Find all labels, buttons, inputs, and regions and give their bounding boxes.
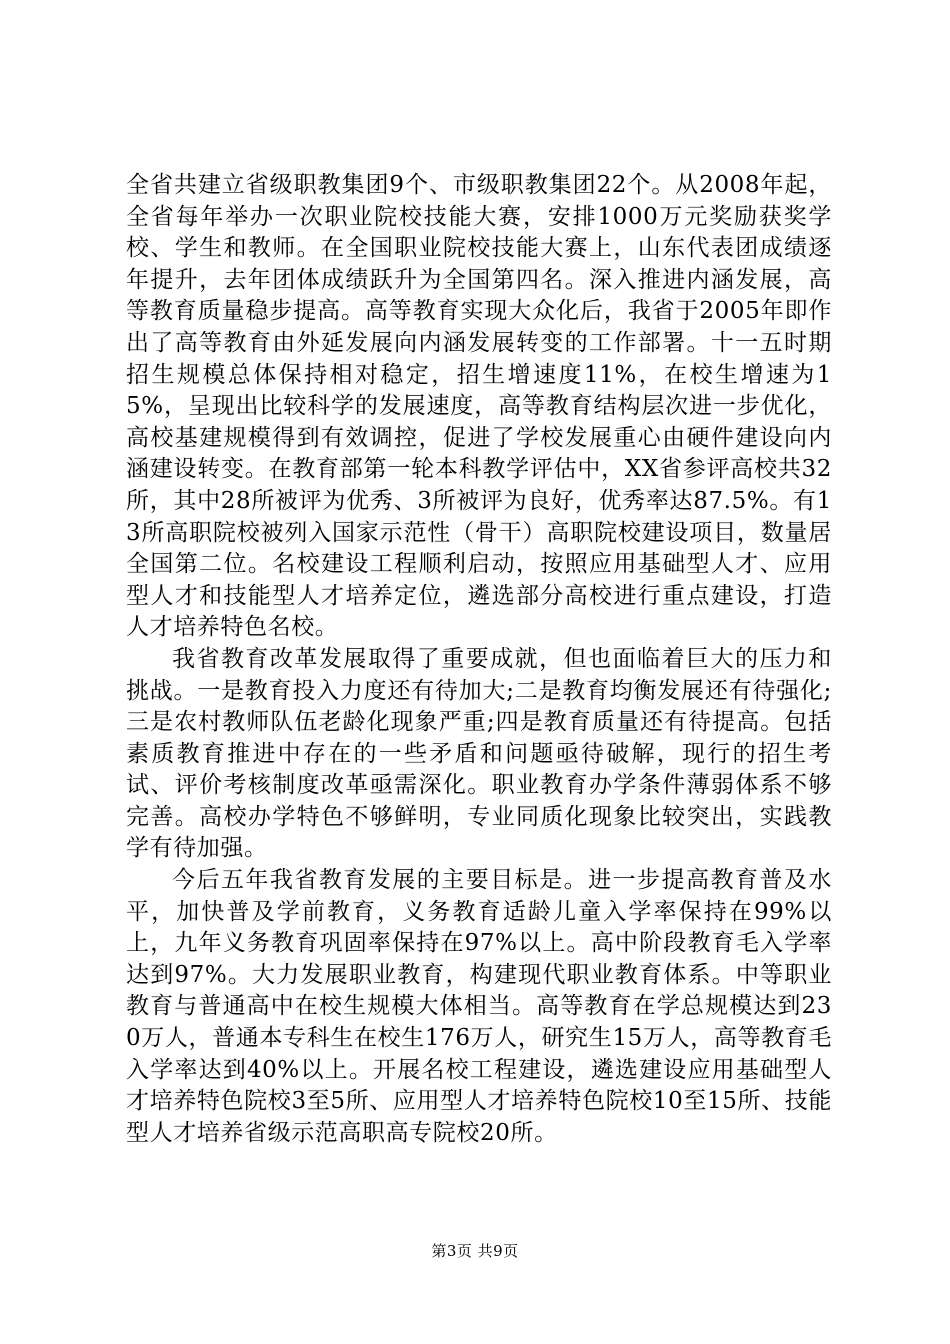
- paragraph-3: 今后五年我省教育发展的主要目标是。进一步提高教育普及水平，加快普及学前教育，义务教育适龄儿童入学率保持在99%以上，九年义务教育巩固率保持在97%以上。高中阶段教育毛入学率达到97%。大力发展职业教育，构建现代职业教育体系。中等职业教育与普通高中在校生规模大体相当。高等教育在学总规模达到230万人，普通本专科生在校生176万人，研究生15万人，高等教育毛入学率达到40%以上。开展名校工程建设，遴选建设应用基础型人才培养特色院校3至5所、应用型人才培养特色院校10至15所、技能型人才培养省级示范高职高专院校20所。: [126, 867, 832, 1146]
- document-body: [126, 170, 832, 1149]
- paragraph-1: 全省共建立省级职教集团9个、市级职教集团22个。从2008年起，全省每年举办一次职业院校技能大赛，安排1000万元奖励获奖学校、学生和教师。在全国职业院校技能大赛上，山东代表团成绩逐年提升，去年团体成绩跃升为全国第四名。深入推进内涵发展，高等教育质量稳步提高。高等教育实现大众化后，我省于2005年即作出了高等教育由外延发展向内涵发展转变的工作部署。十一五时期招生规模总体保持相对稳定，招生增速度11%，在校生增速为15%，呈现出比较科学的发展速度，高等教育结构层次进一步优化，高校基建规模得到有效调控，促进了学校发展重心由硬件建设向内涵建设转变。在教育部第一轮本科教学评估中，XX省参评高校共32所，其中28所被评为优秀、3所被评为良好，优秀率达87.5%。有13所高职院校被列入国家示范性（骨干）高职院校建设项目，数量居全国第二位。名校建设工程顺利启动，按照应用基础型人才、应用型人才和技能型人才培养定位，遴选部分高校进行重点建设，打造人才培养特色名校。: [126, 172, 832, 641]
- paragraph-2: 我省教育改革发展取得了重要成就，但也面临着巨大的压力和挑战。一是教育投入力度还有待加大;二是教育均衡发展还有待强化;三是农村教师队伍老龄化现象严重;四是教育质量还有待提高。包括素质教育推进中存在的一些矛盾和问题亟待破解，现行的招生考试、评价考核制度改革亟需深化。职业教育办学条件薄弱体系不够完善。高校办学特色不够鲜明，专业同质化现象比较突出，实践教学有待加强。: [126, 645, 832, 862]
- page-footer: 第3页 共9页: [431, 1242, 519, 1260]
